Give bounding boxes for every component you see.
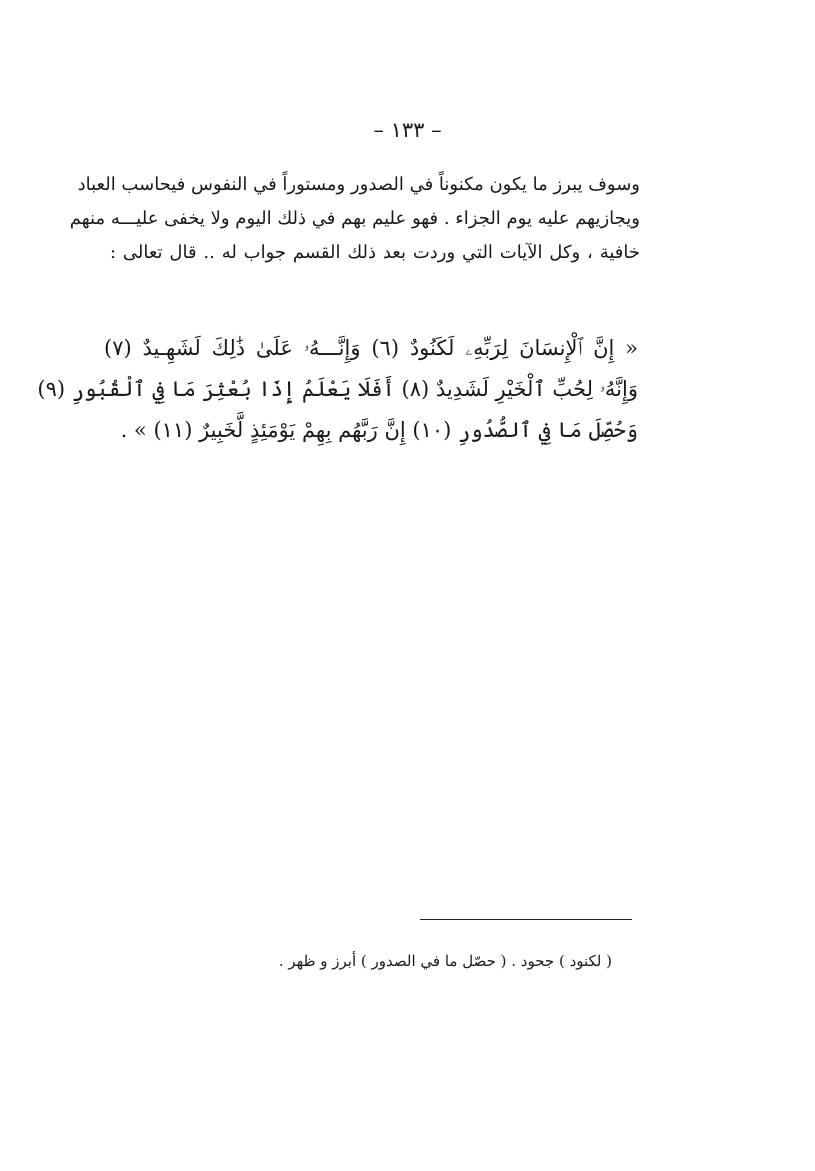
verse-line: وَحُصِّلَ مَا فِي ٱلصُّدُورِ (١٠) إِنَّ رَبَّهُم بِهِمْ يَوْمَئِذٍ لَّخَبِيرٌ (١١) » . — [120, 418, 638, 442]
body-paragraph — [69, 168, 640, 270]
body-line: وسوف يبرز ما يكون مكنوناً في الصدور ومستوراً في النفوس فيحاسب العباد — [77, 174, 640, 195]
page-number: – ١٣٣ – — [373, 118, 442, 142]
footnote-divider — [420, 919, 632, 920]
body-line: ويجازيهم عليه يوم الجزاء . فهو عليم بهم في ذلك اليوم ولا يخفى عليـــه منهم — [69, 208, 640, 229]
verse-line: « إِنَّ ٱلْإِنسَانَ لِرَبِّهِۦ لَكَنُودٌ (٦) وَإِنَّـــهُۥ عَلَىٰ ذَٰلِكَ لَشَهِـيدٌ (٧) — [104, 336, 638, 360]
verse-line: وَإِنَّهُۥ لِحُبِّ ٱلْخَيْرِ لَشَدِيدٌ (٨) أَفَلَا يَعْلَمُ إِذَا بُعْثِرَ مَا فِي ٱلْقُبُورِ (٩) — [37, 377, 638, 401]
footnote: ( لكنود ) جحود . ( حصّل ما في الصدور ) أبرز و ظهر . — [278, 952, 612, 970]
body-line: خافية ، وكل الآيات التي وردت بعد ذلك القسم جواب له .. قال تعالى : — [110, 242, 640, 263]
quran-verses — [37, 328, 638, 451]
